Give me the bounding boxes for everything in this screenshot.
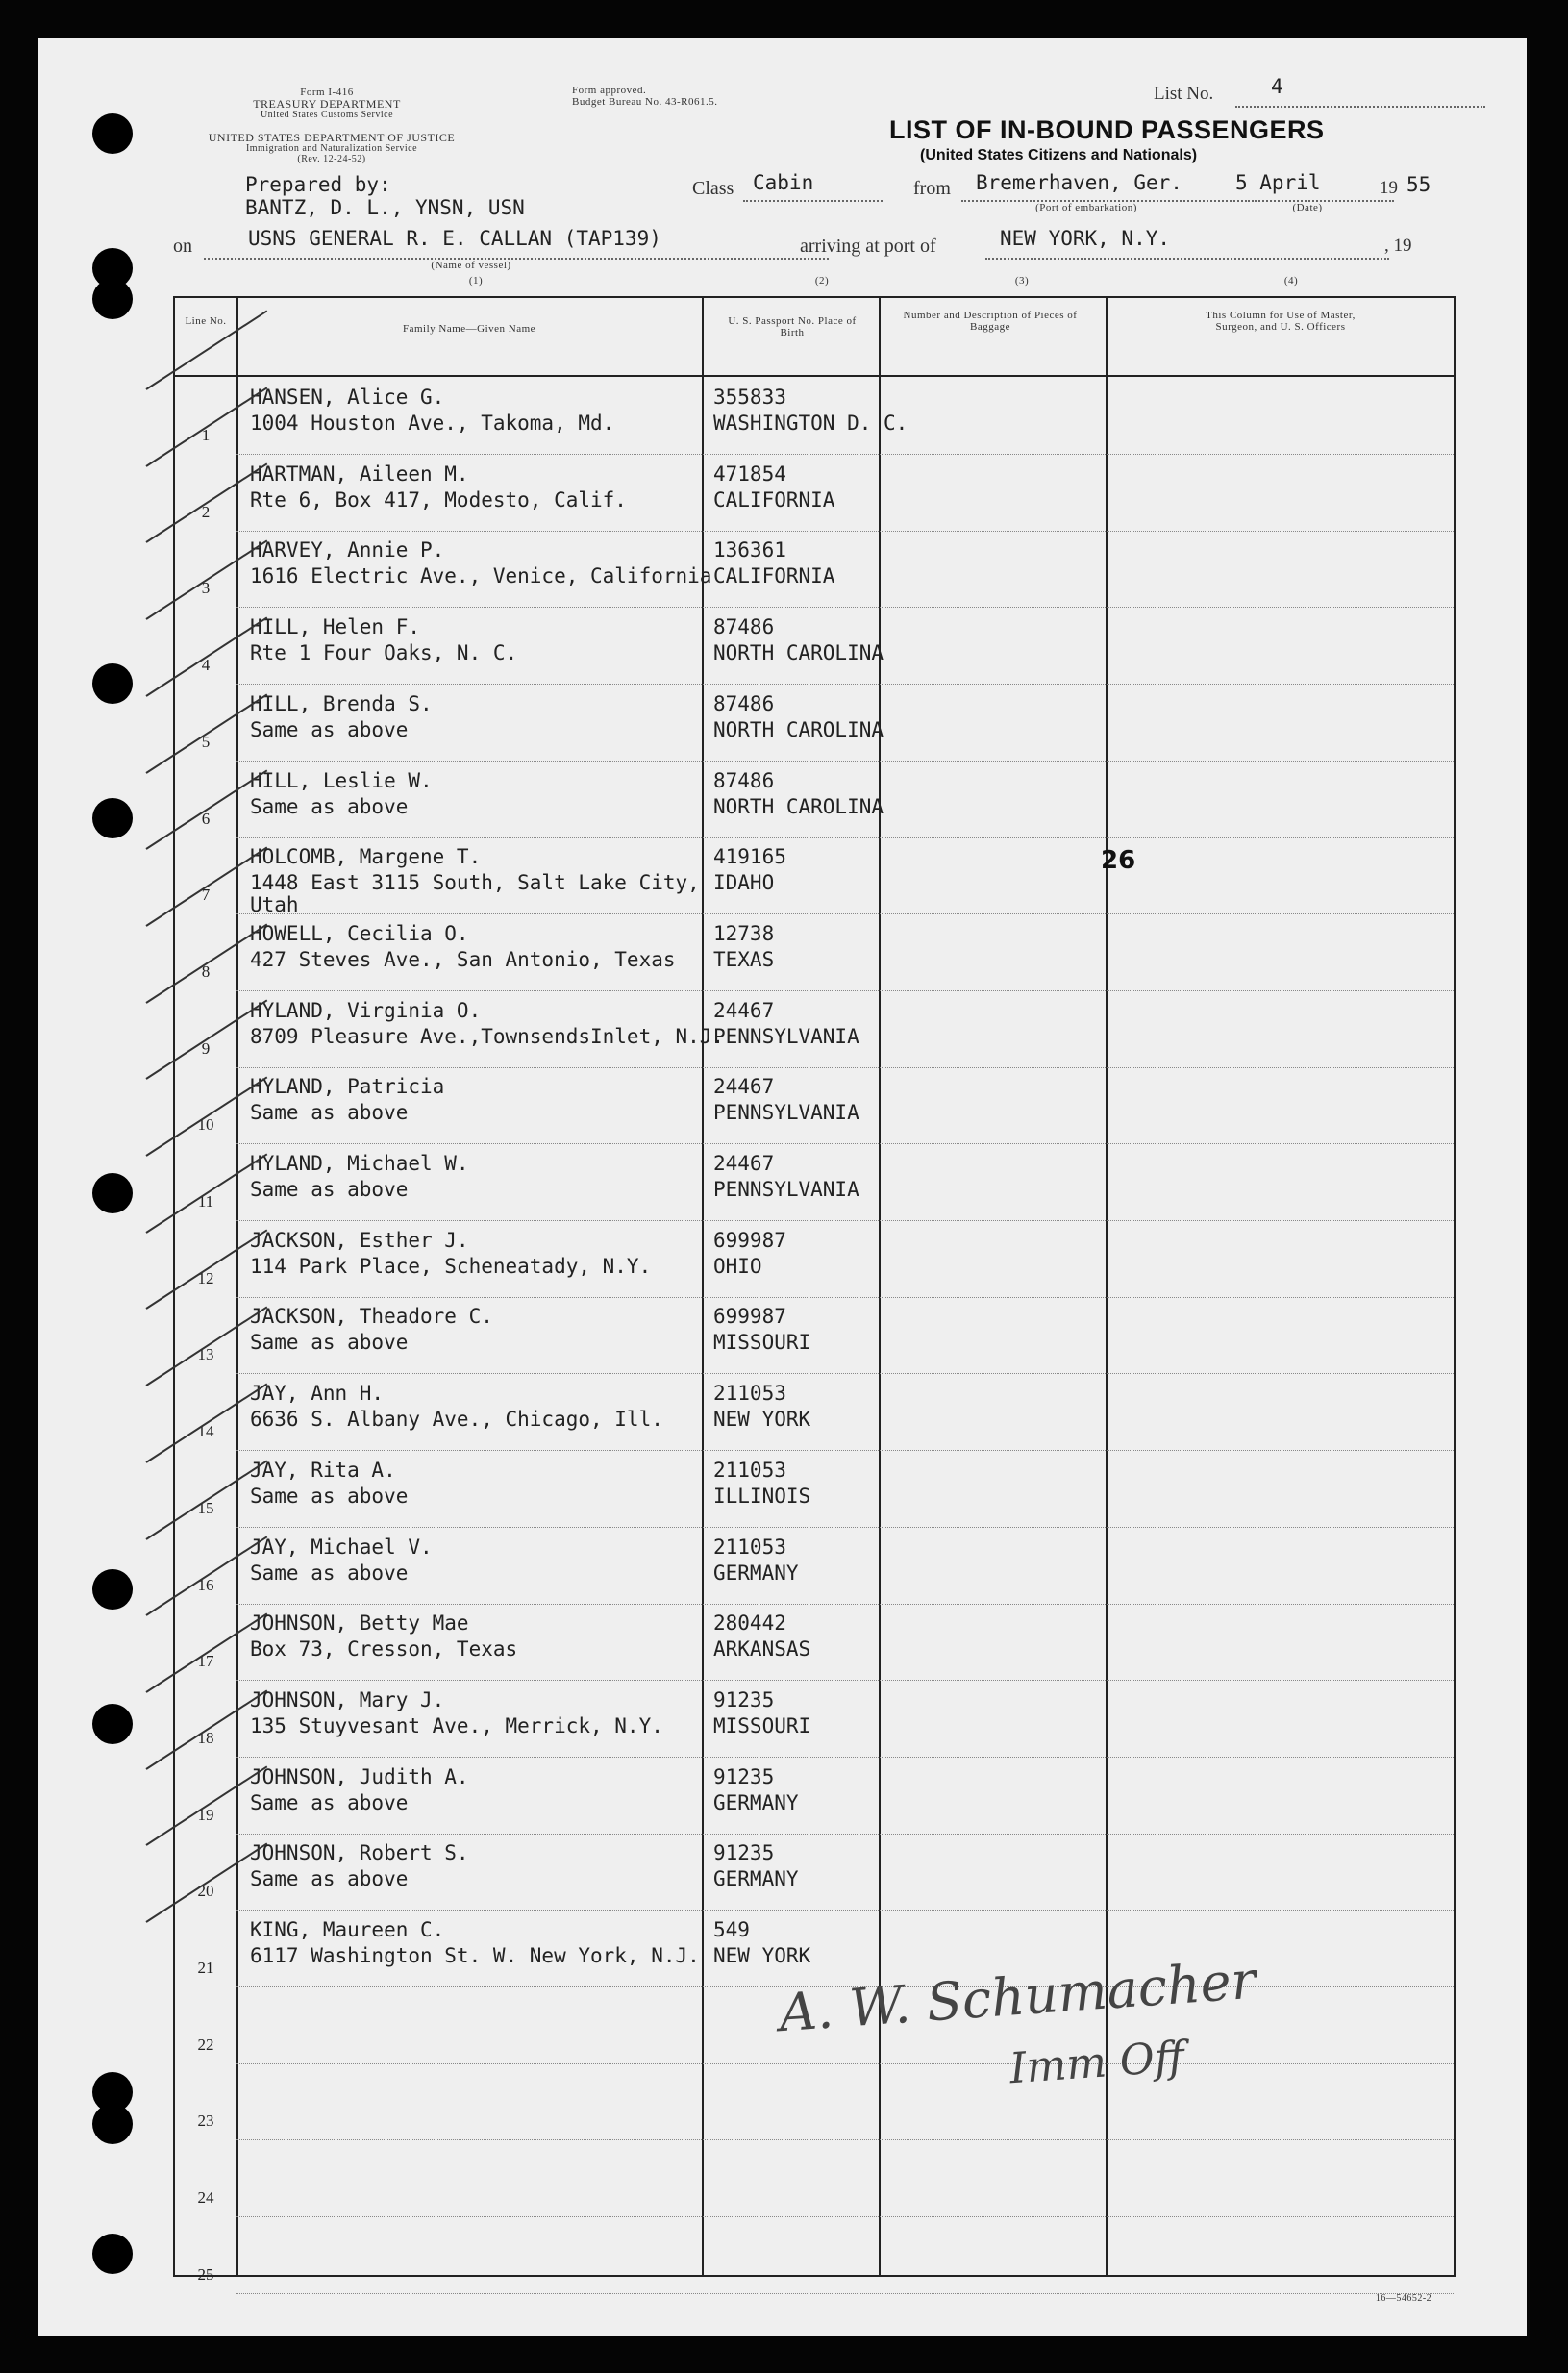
passport-number: 87486 — [713, 615, 775, 639]
year2: , 19 — [1384, 236, 1412, 256]
passenger-name: JOHNSON, Mary J. — [250, 1687, 445, 1711]
punch-hole — [92, 663, 133, 704]
place-of-birth: TEXAS — [713, 947, 775, 971]
place-of-birth: MISSOURI — [713, 1331, 811, 1355]
punch-hole — [92, 2234, 133, 2274]
passenger-name: HILL, Helen F. — [250, 615, 421, 639]
passenger-name: HYLAND, Patricia — [250, 1075, 445, 1099]
passenger-address: Rte 6, Box 417, Modesto, Calif. — [250, 487, 627, 512]
passenger-name: HOLCOMB, Margene T. — [250, 845, 482, 869]
passenger-address: 1448 East 3115 South, Salt Lake City, — [250, 871, 700, 895]
place-of-birth: PENNSYLVANIA — [713, 1024, 859, 1048]
passenger-address: 1004 Houston Ave., Takoma, Md. — [250, 412, 615, 435]
passenger-name: JAY, Michael V. — [250, 1535, 433, 1559]
line-number: 16 — [197, 1575, 214, 1594]
line-number: 2 — [201, 502, 211, 521]
passport-number: 699987 — [713, 1228, 786, 1252]
passenger-name: JACKSON, Esther J. — [250, 1228, 469, 1252]
table-row — [175, 1068, 1454, 1144]
place-of-birth: NORTH CAROLINA — [713, 641, 884, 665]
punch-hole — [92, 2104, 133, 2144]
col-2-ref: (2) — [814, 275, 830, 287]
passport-number: 87486 — [713, 768, 775, 792]
table-row — [175, 838, 1454, 917]
passenger-name: HYLAND, Michael W. — [250, 1152, 469, 1175]
from-caption: (Port of embarkation) — [1035, 202, 1137, 213]
line-number: 13 — [197, 1345, 214, 1364]
table-row — [175, 1375, 1454, 1451]
passport-number: 24467 — [713, 1075, 775, 1099]
passenger-address: Same as above — [250, 1178, 409, 1201]
passport-number: 24467 — [713, 998, 775, 1022]
punch-hole — [92, 1173, 133, 1213]
passport-number: 91235 — [713, 1687, 775, 1711]
place-of-birth: MISSOURI — [713, 1713, 811, 1737]
revision: (Rev. 12-24-52) — [297, 154, 366, 164]
table-row — [175, 1222, 1454, 1298]
passport-number: 91235 — [713, 1841, 775, 1865]
line-number: 3 — [201, 579, 211, 598]
date-caption: (Date) — [1292, 202, 1323, 213]
header-passport: U. S. Passport No. Place of Birth — [728, 315, 857, 338]
vessel-name: USNS GENERAL R. E. CALLAN (TAP139) — [248, 227, 661, 250]
from-value: Bremerhaven, Ger. — [976, 171, 1182, 194]
line-number: 9 — [201, 1038, 211, 1058]
table-row — [175, 992, 1454, 1068]
line-number: 20 — [197, 1882, 214, 1901]
passenger-address: Rte 1 Four Oaks, N. C. — [250, 641, 518, 665]
line-number: 5 — [201, 732, 211, 751]
table-row — [175, 1452, 1454, 1528]
table-row — [175, 1145, 1454, 1221]
line-number: 4 — [201, 656, 211, 675]
table-row — [175, 762, 1454, 838]
footer-code: 16—54652-2 — [1375, 2293, 1432, 2304]
document-page — [38, 38, 1527, 2336]
passport-number: 355833 — [713, 386, 786, 409]
line-number: 11 — [197, 1192, 214, 1211]
line-number: 14 — [197, 1422, 214, 1441]
table-row — [175, 1835, 1454, 1911]
table-row — [175, 1298, 1454, 1374]
line-number: 19 — [197, 1805, 214, 1824]
passport-number: 471854 — [713, 462, 786, 486]
table-row — [175, 609, 1454, 685]
passenger-address: Same as above — [250, 1867, 409, 1891]
header-officers: This Column for Use of Master, Surgeon, and U. S. Officers — [1206, 310, 1356, 333]
passenger-name: HOWELL, Cecilia O. — [250, 921, 469, 945]
passenger-address: 114 Park Place, Scheneatady, N.Y. — [250, 1254, 652, 1278]
passport-number: 699987 — [713, 1305, 786, 1329]
passenger-address: Same as above — [250, 1101, 409, 1125]
passenger-address: 6117 Washington St. W. New York, N.J. — [250, 1944, 700, 1967]
customs-service: United States Customs Service — [260, 110, 394, 120]
passenger-name: HARTMAN, Aileen M. — [250, 462, 469, 486]
line-number: 12 — [197, 1268, 214, 1287]
passenger-address: Same as above — [250, 1561, 409, 1585]
passenger-name: JACKSON, Theadore C. — [250, 1305, 493, 1329]
table-row — [175, 456, 1454, 532]
stray-mark: 26 — [1101, 846, 1136, 875]
passport-number: 211053 — [713, 1458, 786, 1482]
place-of-birth: GERMANY — [713, 1867, 799, 1891]
passenger-address: 1616 Electric Ave., Venice, California — [250, 564, 712, 588]
place-of-birth: CALIFORNIA — [713, 564, 835, 588]
passenger-address-2: Utah — [250, 893, 299, 917]
justice-dept: UNITED STATES DEPARTMENT OF JUSTICE — [208, 131, 456, 144]
punch-hole — [92, 113, 133, 154]
passenger-address: 135 Stuyvesant Ave., Merrick, N.Y. — [250, 1713, 663, 1737]
line-number: 21 — [197, 1959, 214, 1977]
passport-number: 87486 — [713, 691, 775, 715]
place-of-birth: PENNSYLVANIA — [713, 1178, 859, 1201]
passenger-name: JAY, Rita A. — [250, 1458, 396, 1482]
punch-hole — [92, 279, 133, 319]
place-of-birth: NORTH CAROLINA — [713, 717, 884, 741]
passenger-address: Same as above — [250, 794, 409, 818]
table-row — [175, 1605, 1454, 1681]
place-of-birth: PENNSYLVANIA — [713, 1101, 859, 1125]
place-of-birth: NEW YORK — [713, 1408, 811, 1432]
line-number: 23 — [197, 2111, 214, 2131]
passport-number: 136361 — [713, 538, 786, 562]
form-approved: Form approved. — [572, 85, 647, 96]
signature-title: Imm Off — [1008, 2032, 1186, 2094]
passenger-address: Box 73, Cresson, Texas — [250, 1637, 518, 1661]
passenger-name: JAY, Ann H. — [250, 1382, 385, 1406]
place-of-birth: ILLINOIS — [713, 1484, 811, 1508]
line-number: 10 — [197, 1115, 214, 1135]
passport-number: 91235 — [713, 1764, 775, 1788]
table-row — [175, 1759, 1454, 1835]
punch-hole — [92, 1704, 133, 1744]
col-1-ref: (1) — [468, 275, 484, 287]
punch-hole — [92, 1569, 133, 1610]
passenger-address: 8709 Pleasure Ave.,TownsendsInlet, N.J. — [250, 1024, 725, 1048]
vessel-caption: (Name of vessel) — [431, 260, 511, 271]
header-line-no: Line No. — [185, 315, 227, 327]
place-of-birth: OHIO — [713, 1254, 762, 1278]
class-label: Class — [692, 178, 734, 199]
passenger-name: HILL, Leslie W. — [250, 768, 433, 792]
on-label: on — [173, 236, 192, 257]
col-4-ref: (4) — [1283, 275, 1299, 287]
table-row — [175, 379, 1454, 455]
passport-number: 419165 — [713, 845, 786, 869]
passport-number: 280442 — [713, 1611, 786, 1636]
treasury-dept: TREASURY DEPARTMENT — [253, 97, 401, 111]
passport-number: 549 — [713, 1918, 750, 1941]
line-number: 8 — [201, 962, 211, 981]
place-of-birth: IDAHO — [713, 871, 775, 895]
col-3-ref: (3) — [1014, 275, 1030, 287]
header-baggage: Number and Description of Pieces of Baggage — [903, 310, 1078, 333]
table-row — [175, 2141, 1454, 2217]
table-row — [175, 1529, 1454, 1605]
place-of-birth: ARKANSAS — [713, 1637, 811, 1661]
passenger-name: HANSEN, Alice G. — [250, 386, 445, 409]
passport-number: 211053 — [713, 1535, 786, 1559]
class-value: Cabin — [753, 171, 814, 194]
line-number: 25 — [197, 2264, 214, 2284]
passenger-name: JOHNSON, Judith A. — [250, 1764, 469, 1788]
table-row — [175, 1682, 1454, 1758]
header-name: Family Name—Given Name — [402, 323, 536, 335]
line-number: 1 — [201, 426, 211, 444]
line-number: 15 — [197, 1498, 214, 1517]
date-value: 5 April — [1235, 171, 1321, 194]
place-of-birth: GERMANY — [713, 1561, 799, 1585]
from-label: from — [913, 178, 951, 199]
form-number: Form I-416 — [300, 87, 354, 98]
passenger-address: 427 Steves Ave., San Antonio, Texas — [250, 947, 676, 971]
arriving-label: arriving at port of — [800, 236, 936, 257]
document-title: LIST OF IN-BOUND PASSENGERS — [889, 115, 1325, 144]
passenger-address: Same as above — [250, 1484, 409, 1508]
passenger-address: Same as above — [250, 1790, 409, 1814]
document-subtitle: (United States Citizens and Nationals) — [920, 147, 1198, 163]
line-number: 18 — [197, 1728, 214, 1747]
table-row — [175, 2064, 1454, 2140]
passport-number: 12738 — [713, 921, 775, 945]
passport-number: 211053 — [713, 1382, 786, 1406]
table-row — [175, 1911, 1454, 1987]
line-number: 17 — [197, 1652, 214, 1671]
arrival-port: NEW YORK, N.Y. — [1000, 227, 1171, 250]
table-row — [175, 686, 1454, 762]
ins-service: Immigration and Naturalization Service — [245, 143, 418, 154]
table-row — [175, 2218, 1454, 2294]
passenger-address: Same as above — [250, 1331, 409, 1355]
passenger-name: KING, Maureen C. — [250, 1918, 445, 1941]
passenger-name: HARVEY, Annie P. — [250, 538, 445, 562]
place-of-birth: NORTH CAROLINA — [713, 794, 884, 818]
passenger-name: HILL, Brenda S. — [250, 691, 433, 715]
punch-hole — [92, 798, 133, 838]
prepared-by-value: BANTZ, D. L., YNSN, USN — [245, 196, 525, 219]
line-number: 22 — [197, 2035, 214, 2054]
passenger-address: Same as above — [250, 717, 409, 741]
place-of-birth: GERMANY — [713, 1790, 799, 1814]
signature-name: A. W. Schumacher — [777, 1949, 1258, 2044]
passenger-name: JOHNSON, Robert S. — [250, 1841, 469, 1865]
passenger-address: 6636 S. Albany Ave., Chicago, Ill. — [250, 1408, 663, 1432]
prepared-by-label: Prepared by: — [245, 173, 391, 196]
line-number: 7 — [201, 886, 211, 905]
table-row — [175, 915, 1454, 991]
list-number: 4 — [1271, 75, 1283, 98]
line-number: 24 — [197, 2188, 214, 2208]
table-row — [175, 532, 1454, 608]
budget-bureau: Budget Bureau No. 43-R061.5. — [572, 96, 718, 108]
passenger-name: JOHNSON, Betty Mae — [250, 1611, 469, 1636]
place-of-birth: CALIFORNIA — [713, 487, 835, 512]
passenger-name: HYLAND, Virginia O. — [250, 998, 482, 1022]
place-of-birth: NEW YORK — [713, 1944, 811, 1967]
passport-number: 24467 — [713, 1152, 775, 1175]
line-number: 6 — [201, 809, 211, 828]
year-value: 55 — [1406, 173, 1431, 196]
year-prefix: 19 — [1380, 178, 1398, 198]
place-of-birth: WASHINGTON D. C. — [713, 412, 908, 435]
list-no-label: List No. — [1154, 84, 1214, 104]
